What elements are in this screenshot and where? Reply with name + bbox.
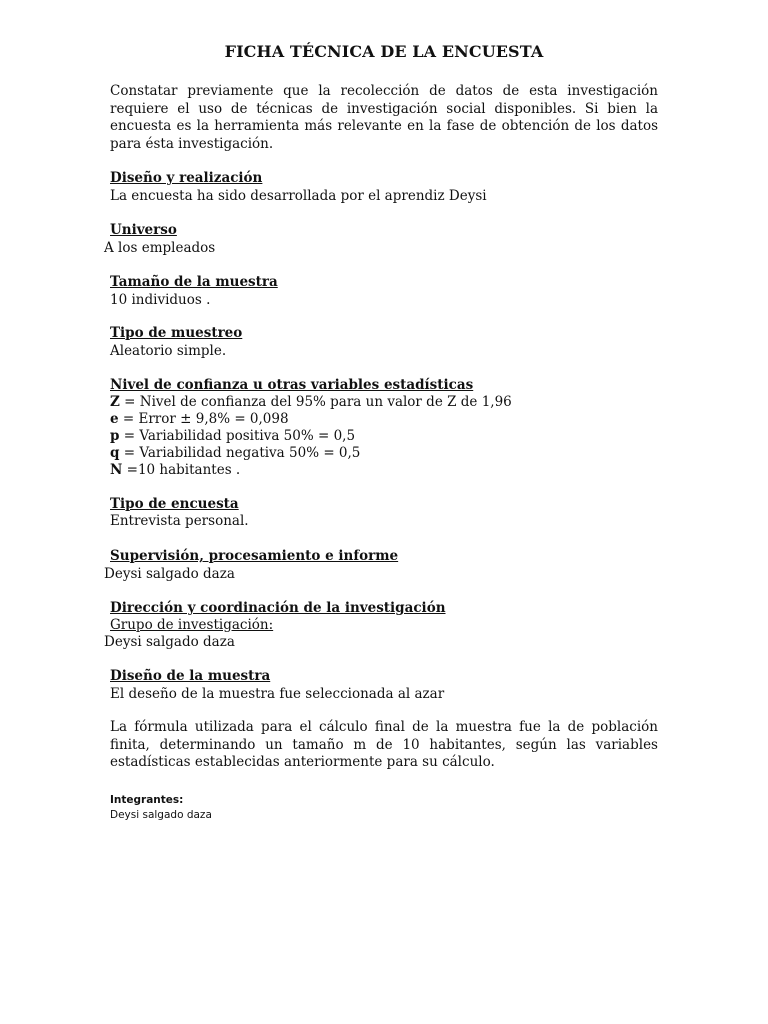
document-title: FICHA TÉCNICA DE LA ENCUESTA <box>224 42 544 61</box>
stat-line-z <box>110 394 512 410</box>
stat-key: p <box>110 428 120 444</box>
stat-value: =10 habitantes . <box>122 462 241 478</box>
stat-line-p <box>110 428 355 444</box>
heading-direccion: Dirección y coordinación de la investigación <box>110 600 446 616</box>
stat-value: = Nivel de confianza del 95% para un valor de Z de 1,96 <box>119 394 512 410</box>
text-universo: A los empleados <box>104 240 216 256</box>
subheading-grupo-investigacion: Grupo de investigación: <box>110 617 274 633</box>
heading-tipo-muestreo: Tipo de muestreo <box>110 325 243 341</box>
stat-key: e <box>110 411 119 427</box>
intro-paragraph: Constatar previamente que la recolección de datos de esta investigación requiere el uso de técnicas de investigación social disponibles. Si bien la encuesta es la herramienta más relevante en la fase de obtención de los datos para ésta investigación. <box>110 83 658 152</box>
stat-line-n <box>110 462 240 478</box>
heading-nivel-confianza: Nivel de confianza u otras variables estadísticas <box>110 377 474 393</box>
heading-supervision: Supervisión, procesamiento e informe <box>110 548 399 564</box>
heading-diseno-realizacion: Diseño y realización <box>110 170 263 186</box>
text-tipo-muestreo: Aleatorio simple. <box>110 343 227 359</box>
stat-value: = Variabilidad positiva 50% = 0,5 <box>119 428 356 444</box>
text-diseno-realizacion: La encuesta ha sido desarrollada por el aprendiz Deysi <box>110 188 487 204</box>
heading-tamano-muestra: Tamaño de la muestra <box>110 274 278 290</box>
text-integrantes: Deysi salgado daza <box>110 809 212 821</box>
text-tamano-muestra: 10 individuos . <box>110 292 211 308</box>
stat-value: = Error ± 9,8% = 0,098 <box>118 411 289 427</box>
heading-universo: Universo <box>110 222 177 238</box>
heading-diseno-muestra: Diseño de la muestra <box>110 668 271 684</box>
stat-key: Z <box>110 394 120 410</box>
stat-line-q <box>110 445 360 461</box>
text-tipo-encuesta: Entrevista personal. <box>110 513 249 529</box>
text-supervision: Deysi salgado daza <box>104 566 235 582</box>
stat-key: q <box>110 445 120 461</box>
formula-paragraph: La fórmula utilizada para el cálculo final de la muestra fue la de población finita, determinando un tamaño m de 10 habitantes, según las variables estadísticas establecidas anteriormente para su cálculo. <box>110 719 658 770</box>
stat-line-e <box>110 411 289 427</box>
text-diseno-muestra: El deseño de la muestra fue seleccionada al azar <box>110 686 445 702</box>
text-direccion: Deysi salgado daza <box>104 634 235 650</box>
heading-integrantes: Integrantes: <box>110 794 184 806</box>
stat-key: N <box>110 462 123 478</box>
stat-value: = Variabilidad negativa 50% = 0,5 <box>119 445 361 461</box>
heading-tipo-encuesta: Tipo de encuesta <box>110 496 239 512</box>
